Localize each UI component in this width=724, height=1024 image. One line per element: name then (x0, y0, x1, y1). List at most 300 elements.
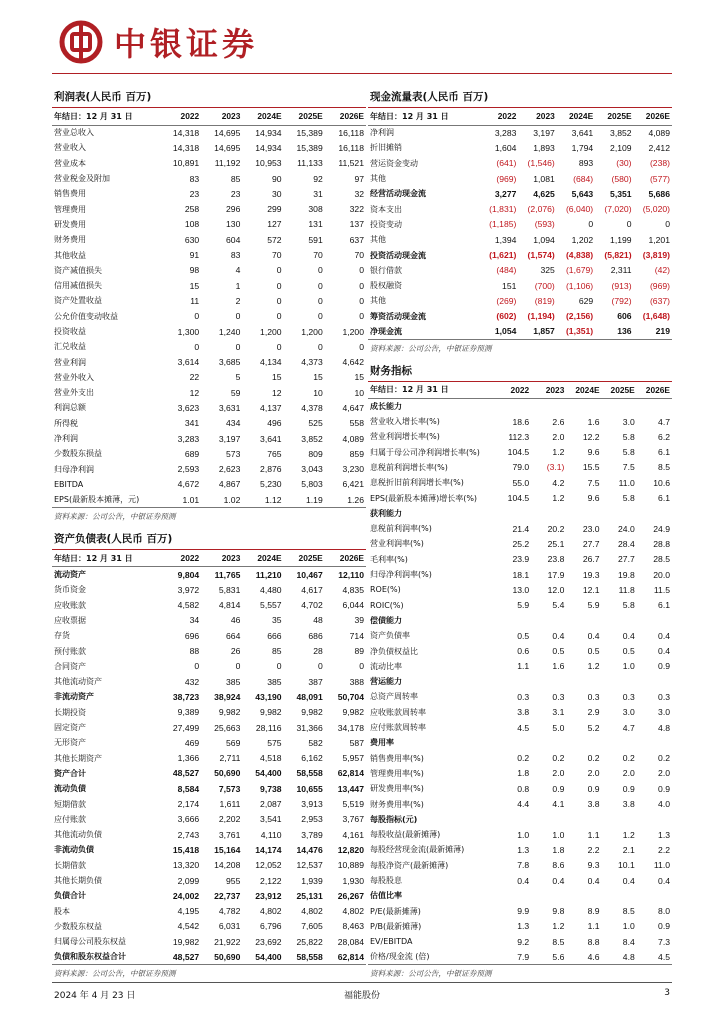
cell-value: 496 (267, 418, 282, 429)
cell-value: 0 (317, 265, 323, 276)
cell-value: 15,389 (296, 127, 323, 138)
cell-value (602, 613, 637, 628)
cell-value: 12,820 (337, 844, 364, 855)
cell-value: 3,761 (218, 829, 241, 840)
cell-value: (2,076) (527, 204, 555, 215)
cell-value: 3,043 (301, 464, 323, 475)
cell-value: 1,200 (260, 326, 282, 337)
row-label: 货币资金 (54, 585, 86, 595)
cell-value: 4,137 (260, 402, 282, 413)
cell-value: 4,518 (260, 753, 282, 764)
cell-value: 59 (230, 387, 241, 398)
cell-value: 6.1 (658, 600, 670, 611)
cell-value: 2,174 (177, 799, 200, 810)
row-label: 预付账款 (54, 646, 86, 656)
cell-value: 4.5 (517, 722, 530, 733)
cell-value: 606 (617, 311, 632, 322)
cell-value: 4,617 (301, 584, 323, 595)
brand-name: 中银证券 (114, 25, 259, 63)
cell-value: 7,573 (218, 783, 241, 794)
cell-value: 14,318 (172, 127, 200, 138)
cell-value: 16,118 (338, 127, 364, 138)
cell-value: 5,803 (301, 479, 323, 490)
cell-value: 18.6 (512, 416, 530, 427)
table-row (52, 643, 366, 658)
header-year: 2023 (201, 550, 242, 567)
cell-value: 4.7 (622, 722, 635, 733)
cell-value: 4,802 (301, 906, 323, 917)
cell-value: (969) (649, 280, 670, 291)
cell-value: 12.0 (547, 584, 565, 595)
cell-value (637, 399, 672, 414)
cell-value: 385 (226, 676, 241, 687)
table-row (368, 919, 672, 934)
cell-value: 8.5 (552, 936, 565, 947)
cell-value: 2,623 (218, 464, 241, 475)
cell-value: 3.1 (552, 707, 565, 718)
row-label: 营业税金及附加 (54, 174, 110, 184)
row-label: 偿债能力 (370, 615, 402, 625)
cell-value: 2,953 (301, 814, 323, 825)
cell-value: 0.3 (622, 691, 635, 702)
cell-value: 131 (308, 219, 323, 230)
cell-value: 2.2 (658, 844, 670, 855)
cell-value: 5.9 (587, 600, 600, 611)
cell-value: 4.6 (566, 949, 601, 964)
cell-value: 575 (267, 737, 282, 748)
cell-value: 3,623 (177, 402, 200, 413)
table-row (368, 445, 672, 460)
cell-value: 3.8 (587, 799, 600, 810)
row-label: 营业外收入 (54, 372, 94, 382)
cell-value: 3.8 (517, 707, 530, 718)
cell-value: 85 (272, 646, 282, 657)
cell-value: 1,604 (494, 142, 517, 153)
cell-value: 108 (184, 219, 200, 230)
cell-value: (577) (649, 173, 670, 184)
row-label: 无形资产 (54, 738, 86, 748)
row-label: ROE(%) (370, 585, 401, 595)
row-label: 长期借款 (54, 860, 86, 870)
table-row (52, 247, 366, 262)
cell-value: 30 (272, 188, 282, 199)
cell-value: 714 (349, 630, 364, 641)
cell-value: 21.4 (512, 523, 530, 534)
cell-value: 1,200 (342, 326, 364, 337)
cell-value: 10.6 (653, 477, 670, 488)
balance-sheet-table (52, 550, 366, 965)
cell-value: 1.2 (622, 829, 635, 840)
cell-value: 664 (226, 630, 241, 641)
cell-value: 1.2 (552, 493, 565, 504)
row-label: 每股净资产(最新摊薄) (370, 860, 449, 870)
cell-value: (913) (611, 280, 632, 291)
row-label: 其他 (370, 174, 386, 184)
table-row (52, 293, 366, 308)
cell-value (566, 735, 601, 750)
cell-value: 1.6 (552, 661, 565, 672)
cell-value: 299 (267, 204, 282, 215)
cell-value: 3.0 (622, 707, 635, 718)
cell-value: 16,118 (338, 142, 364, 153)
table-row (52, 278, 366, 293)
table-row (52, 431, 366, 446)
cell-value: 6,796 (260, 921, 282, 932)
cell-value: 4.0 (658, 799, 670, 810)
cell-value: 0 (276, 311, 282, 322)
cell-value: 434 (226, 418, 241, 429)
cell-value: 48,527 (172, 768, 200, 779)
cell-value: 6.1 (658, 447, 670, 458)
cell-value: 432 (184, 676, 200, 687)
cell-value: 25,131 (296, 890, 323, 901)
row-label: 每股股息 (370, 876, 402, 885)
table-row (368, 414, 672, 429)
cell-value: 8.0 (658, 906, 670, 917)
cell-value: 8.8 (587, 936, 600, 947)
cell-value: (5,020) (642, 204, 670, 215)
cell-value: 9,738 (260, 783, 282, 794)
cell-value: 1.1 (587, 921, 600, 932)
cell-value: 4.8 (602, 949, 637, 964)
cell-value: (684) (573, 173, 594, 184)
cell-value: 4,542 (177, 921, 200, 932)
table-row (368, 140, 672, 155)
cell-value: 11,133 (297, 158, 323, 169)
header-year: 2022 (160, 550, 201, 567)
cell-value: 4,582 (177, 600, 200, 611)
cell-value (566, 888, 601, 903)
table-row (52, 919, 366, 934)
cell-value: 0 (194, 311, 200, 322)
cell-value: 5 (235, 372, 241, 383)
cell-value: 4,802 (260, 906, 282, 917)
cell-value: 0 (665, 219, 670, 230)
cell-value: 24.9 (653, 523, 670, 534)
table-row (52, 171, 366, 186)
cell-value (531, 674, 566, 689)
table-row (52, 492, 366, 507)
cell-value: 6,421 (342, 479, 364, 490)
header-year: 2024E (557, 108, 595, 125)
cell-value: 893 (578, 158, 594, 169)
row-label: EPS(最新股本摊薄)增长率(%) (370, 493, 478, 503)
cell-value (531, 613, 566, 628)
table-row (52, 462, 366, 477)
cell-value: 4,134 (260, 357, 282, 368)
cell-value: 3.0 (658, 707, 670, 718)
table-row (52, 400, 366, 415)
cell-value: 4,089 (342, 433, 364, 444)
cell-value: 1,939 (301, 875, 323, 886)
row-label: 净利润 (370, 128, 394, 138)
cell-value: 0.5 (552, 646, 565, 657)
cell-value: 12 (272, 387, 282, 398)
cell-value: 3.8 (622, 799, 635, 810)
table-row (368, 858, 672, 873)
cell-value: 573 (226, 448, 241, 459)
cell-value: 0 (235, 661, 241, 672)
cell-value: 23,912 (255, 890, 282, 901)
cell-value: 9.6 (587, 447, 600, 458)
cell-value: 11 (190, 295, 200, 306)
row-label: EBITDA (54, 479, 84, 489)
cell-value: (269) (496, 295, 517, 306)
cell-value: 8.9 (587, 906, 600, 917)
cell-value: 9.9 (517, 906, 530, 917)
header-year: 2025E (602, 382, 637, 399)
table-row (368, 613, 672, 628)
row-label: 归母净利润率(%) (370, 570, 432, 580)
cell-value: (3,819) (642, 250, 670, 261)
cell-value: (6,040) (565, 204, 594, 215)
cell-value: 0 (317, 661, 323, 672)
cell-value: 3,767 (342, 814, 364, 825)
row-label: 价格/现金流 (倍) (368, 949, 496, 964)
table-header-row (368, 108, 672, 125)
table-row (52, 232, 366, 247)
cell-value: 0.5 (587, 646, 600, 657)
table-row (52, 339, 366, 354)
cell-value: 4,867 (218, 479, 241, 490)
cell-value: 46 (230, 615, 241, 626)
cell-value: 25.1 (547, 538, 565, 549)
cell-value: 3,666 (177, 814, 200, 825)
cell-value: 14,934 (255, 127, 282, 138)
cell-value: 11,192 (214, 158, 241, 169)
cell-value: 0 (317, 311, 323, 322)
table-row (368, 552, 672, 567)
cell-value: 15,164 (214, 844, 241, 855)
cell-value: 10.1 (618, 860, 635, 871)
income-source-note: 资料来源：公司公告，中银证券预测 (54, 511, 176, 521)
cell-value (602, 812, 637, 827)
table-row (368, 781, 672, 796)
table-row (52, 781, 366, 796)
cell-value: (1,574) (527, 250, 555, 261)
cell-value: 1.12 (242, 492, 283, 507)
cell-value: 11.0 (653, 860, 670, 871)
cell-value: 19,982 (172, 936, 200, 947)
cell-value: (238) (649, 158, 670, 169)
row-label: 其他 (370, 296, 386, 306)
cell-value: 1,201 (648, 234, 670, 245)
header-year: 2022 (480, 108, 518, 125)
cell-value: 18.1 (512, 569, 530, 580)
cell-value: (5,821) (604, 250, 632, 261)
table-row (368, 873, 672, 888)
cell-value: 637 (349, 234, 364, 245)
row-label: ROIC(%) (370, 600, 404, 610)
cell-value: 0.4 (658, 875, 670, 886)
cell-value: 0.4 (587, 875, 600, 886)
cell-value: (2,156) (565, 311, 594, 322)
cell-value: 0 (359, 280, 364, 291)
row-label: 资本支出 (370, 204, 402, 214)
cell-value: 10,891 (172, 158, 200, 169)
cell-value: 3.0 (622, 416, 635, 427)
row-label: 净利润 (54, 434, 78, 444)
table-row (368, 186, 672, 201)
cell-value: (1,648) (642, 311, 670, 322)
cell-value: 90 (272, 173, 282, 184)
table-row (52, 201, 366, 216)
table-row (52, 689, 366, 704)
table-row (52, 949, 366, 964)
cell-value: 0.3 (658, 691, 670, 702)
table-row (52, 309, 366, 324)
cell-value: 4,625 (533, 188, 555, 199)
cell-value: 2.1 (622, 844, 635, 855)
cell-value: 0.3 (517, 691, 530, 702)
cell-value: 14,318 (172, 142, 200, 153)
cell-value: 587 (349, 737, 364, 748)
table-row (52, 888, 366, 903)
cell-value: 10,655 (296, 783, 323, 794)
cell-value: 15 (272, 372, 282, 383)
cell-value (566, 613, 601, 628)
cell-value: 0.4 (622, 630, 635, 641)
cell-value: 0.2 (658, 753, 670, 764)
cell-value: 83 (189, 173, 200, 184)
table-row (368, 934, 672, 949)
cell-value: 58,558 (284, 949, 325, 964)
cell-value: 341 (184, 418, 200, 429)
cell-value: 4.5 (637, 949, 672, 964)
table-row (368, 217, 672, 232)
row-label: 流动比率 (370, 661, 402, 671)
cell-value: 5,519 (342, 799, 364, 810)
table-row (52, 735, 366, 750)
cell-value (566, 674, 601, 689)
balance-source-note: 资料来源：公司公告，中银证券预测 (54, 969, 176, 979)
cell-value: 6.1 (658, 493, 670, 504)
row-label: 应收票据 (54, 615, 86, 625)
cell-value: 5.9 (517, 600, 530, 611)
row-label: 净现金流 (368, 324, 480, 339)
cell-value: 10,467 (296, 569, 323, 580)
header-year: 2026E (637, 382, 672, 399)
cell-value: 765 (267, 448, 282, 459)
row-label: 成长能力 (370, 402, 402, 412)
cell-value: 3,852 (610, 127, 632, 138)
cell-value: 14,174 (255, 844, 282, 855)
cell-value: 7.9 (496, 949, 531, 964)
cell-value: 25.2 (512, 538, 530, 549)
cell-value: 1,611 (219, 799, 241, 810)
table-header-row (368, 382, 672, 399)
cell-value: 13,320 (172, 860, 200, 871)
cell-value: 4,195 (177, 906, 200, 917)
row-label: 营运资金变动 (370, 158, 418, 168)
cell-value: 85 (230, 173, 241, 184)
cell-value: 24,002 (172, 890, 200, 901)
row-label: 资产处置收益 (54, 296, 102, 306)
header-label: 年结日：12 月 31 日 (368, 108, 480, 125)
table-row (368, 429, 672, 444)
cell-value: 98 (189, 265, 200, 276)
cell-value: 54,400 (255, 768, 282, 779)
cell-value: 2,743 (177, 829, 200, 840)
table-row (368, 506, 672, 521)
cell-value: 8.5 (622, 906, 635, 917)
cell-value: 3,230 (342, 464, 364, 475)
balance-sheet-title: 资产负债表(人民币 百万) (52, 530, 366, 550)
table-row (52, 628, 366, 643)
cell-value: 2.0 (552, 768, 565, 779)
cell-value: 112.3 (508, 431, 530, 442)
right-column (368, 88, 672, 981)
cell-value: 14,695 (214, 127, 241, 138)
cell-value: 5.4 (552, 600, 565, 611)
cell-value: (1,194) (527, 311, 555, 322)
cell-value: 9.8 (552, 906, 565, 917)
cell-value: 4,089 (648, 127, 670, 138)
cell-value: 5.8 (622, 493, 635, 504)
table-row (52, 827, 366, 842)
cell-value: 7.3 (658, 936, 670, 947)
table-row (368, 720, 672, 735)
cell-value: 2,412 (648, 142, 670, 153)
table-row (52, 324, 366, 339)
cell-value: 3,277 (494, 188, 517, 199)
cell-value: 48 (313, 615, 323, 626)
cell-value: (1,351) (557, 324, 595, 339)
row-label: 其他长期资产 (54, 753, 102, 763)
table-row (52, 858, 366, 873)
cell-value (602, 399, 637, 414)
cell-value: 32 (354, 188, 364, 199)
table-row (52, 156, 366, 171)
cell-value: 15 (354, 372, 364, 383)
table-row (368, 949, 672, 964)
cell-value: 3,283 (494, 127, 517, 138)
cell-value: 1.02 (201, 492, 242, 507)
row-label: 营业利润 (54, 357, 86, 367)
table-row (368, 735, 672, 750)
row-label: 折旧摊销 (370, 143, 402, 153)
row-label: 少数股东权益 (54, 921, 102, 931)
cell-value: 9,389 (177, 707, 200, 718)
cell-value: 1,240 (218, 326, 241, 337)
cell-value: 1.0 (517, 829, 530, 840)
cell-value: (819) (534, 295, 555, 306)
cell-value: 0.4 (552, 875, 565, 886)
table-row (368, 247, 672, 262)
cell-value: 3,614 (177, 357, 200, 368)
cell-value: 8.6 (552, 860, 565, 871)
cell-value: 4.8 (658, 722, 670, 733)
cell-value: 23.8 (547, 554, 565, 565)
cell-value: 591 (308, 234, 323, 245)
cell-value: 859 (349, 448, 364, 459)
cell-value: 20.2 (547, 523, 565, 534)
cell-value: 4,802 (342, 906, 364, 917)
cell-value: 26 (230, 646, 241, 657)
cell-value: 569 (226, 737, 241, 748)
cell-value: 0 (626, 219, 632, 230)
cell-value (637, 735, 672, 750)
cell-value: 0.9 (587, 783, 600, 794)
cell-value: 19.8 (618, 569, 635, 580)
row-label: 归母净利润 (54, 464, 94, 474)
cell-value (566, 399, 601, 414)
cell-value: 6,162 (301, 753, 323, 764)
cell-value: 325 (540, 265, 555, 276)
cell-value: 14,695 (214, 142, 241, 153)
cell-value: 12,537 (296, 860, 323, 871)
cell-value: 50,690 (201, 949, 242, 964)
